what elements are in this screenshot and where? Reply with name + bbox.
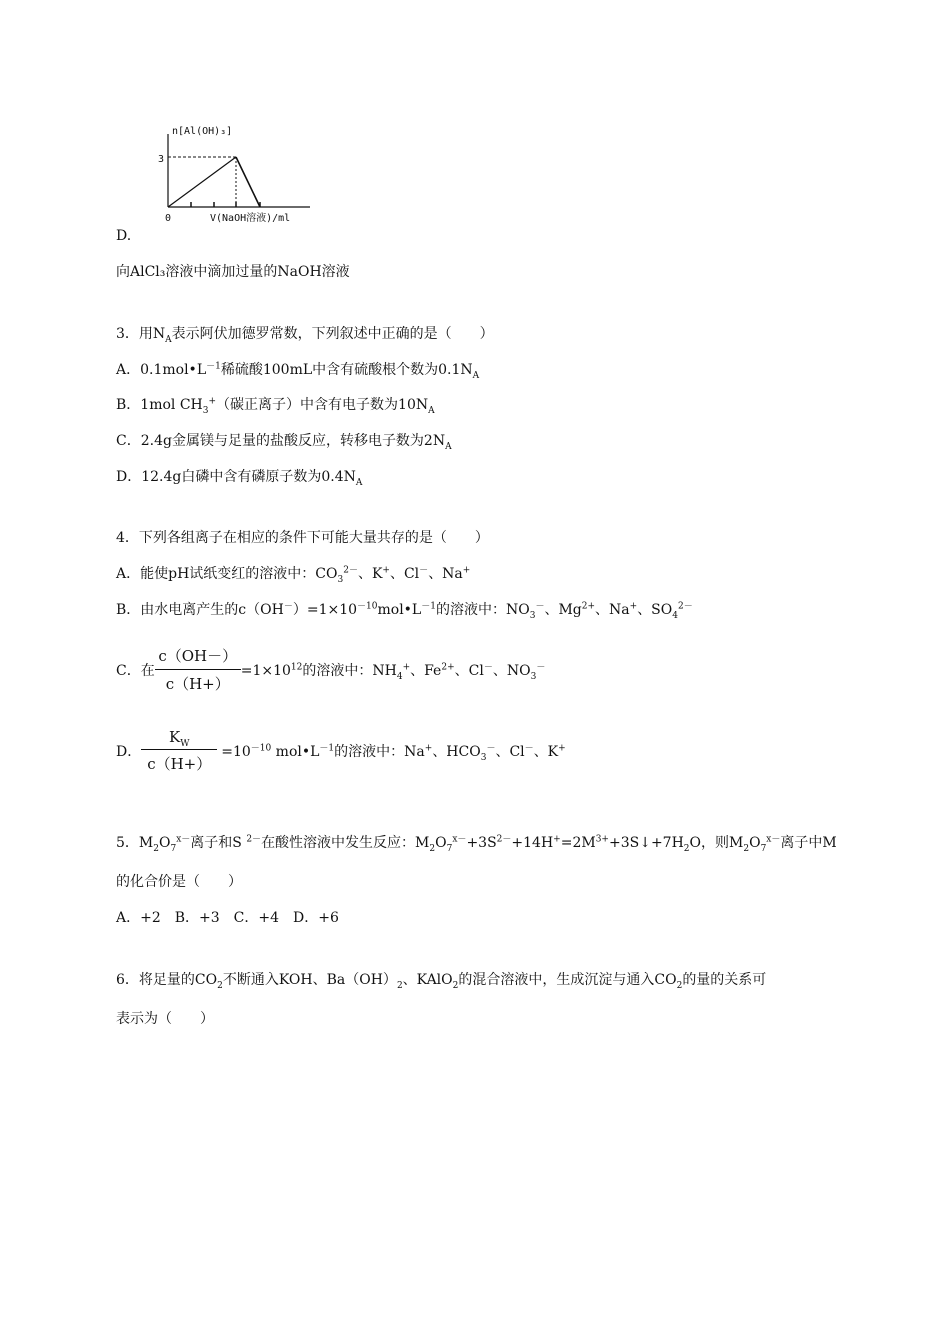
q4-option-d: D． $\frac{K_W}{c(H+)}$ $=10^{-10}$ $mol•L^{-1}$的溶液中：Na+、$HCO_3^-$、Cl－、K+ [116,728,566,773]
q4-option-c: C．在 $\frac{c(OH-)}{c(H+)}$ $=1\times 10^{12}$的溶液中：$NH_4^+$、$Fe^{2+}$、Cl－、$NO_3^-$ [116,647,546,693]
graph-d [150,120,350,230]
q5-options: A．+2 B．+3 C．+4 D．+6 [116,910,339,926]
graph-fall-line [236,157,260,207]
q2-option-d-caption: 向AlCl₃溶液中滴加过量的NaOH溶液 [116,264,350,280]
graph-y-axis-label: n[Al(OH)₃] [172,126,233,137]
q2-option-d-label: D. [116,228,132,244]
q6-stem-line2: 表示为（ ） [116,1011,214,1027]
graph-x-axis-label: V(NaOH溶液)/ml [210,213,291,224]
q4-d-numerator: $K_W$ [168,728,190,749]
q4-d-denominator: c（H+） [147,755,212,773]
q4-option-b: B．由水电离产生的$c(OH^-)=1\times 10^{-10}mol•L^{-1}$的溶液中：$NO_3^-$、$Mg^{2+}$、Na+、$SO_4^{2-}$ [116,601,693,621]
q5-stem-line2: 的化合价是（ ） [116,874,242,890]
q3-option-b: B．1mol $CH_3^+$（碳正离子）中含有电子数为$10N_A$ [116,396,435,416]
q4-c-numerator: c（OH－） [158,647,238,665]
q3-option-d: D．12.4g白磷中含有磷原子数为$0.4N_A$ [116,469,363,488]
q3-stem: 3．用$N_A$表示阿伏加德罗常数，下列叙述中正确的是（ ） [116,326,494,345]
q6-stem-line1: 6．将足量的$CO_2$不断通入KOH、$Ba(OH)_2$、KAlO$_2$的混合溶液中，生成沉淀与通入$CO_2$的量的关系可 [116,972,767,991]
graph-origin: 0 [165,213,172,224]
q4-option-d-fraction [141,728,217,774]
q3-option-a: A．$0.1mol•L^{-1}$稀硫酸100mL中含有硫酸根个数为$0.1N_A$ [116,361,480,381]
q4-option-c-fraction [155,645,241,694]
graph-y-tick: 3 [158,154,165,165]
q4-c-denominator: c（H+） [165,675,230,693]
q4-stem: 4．下列各组离子在相应的条件下可能大量共存的是（ ） [116,530,489,546]
graph-rise-line [168,157,236,207]
q5-stem-line1: 5．$M_2O_7^{x-}$离子和S $^{2-}$在酸性溶液中发生反应：$M_2O_7^{x-}+3S^{2-}+14H^+=2M^{3+}+3S↓+7H_2O$，则$M_2O_7^{x-}$离子中M [116,834,837,854]
q4-option-a: A．能使pH试纸变红的溶液中：$CO_3^{2-}$、K+、Cl－、Na+ [116,565,471,585]
q3-option-c: C．2.4g金属镁与足量的盐酸反应，转移电子数为$2N_A$ [116,433,452,452]
